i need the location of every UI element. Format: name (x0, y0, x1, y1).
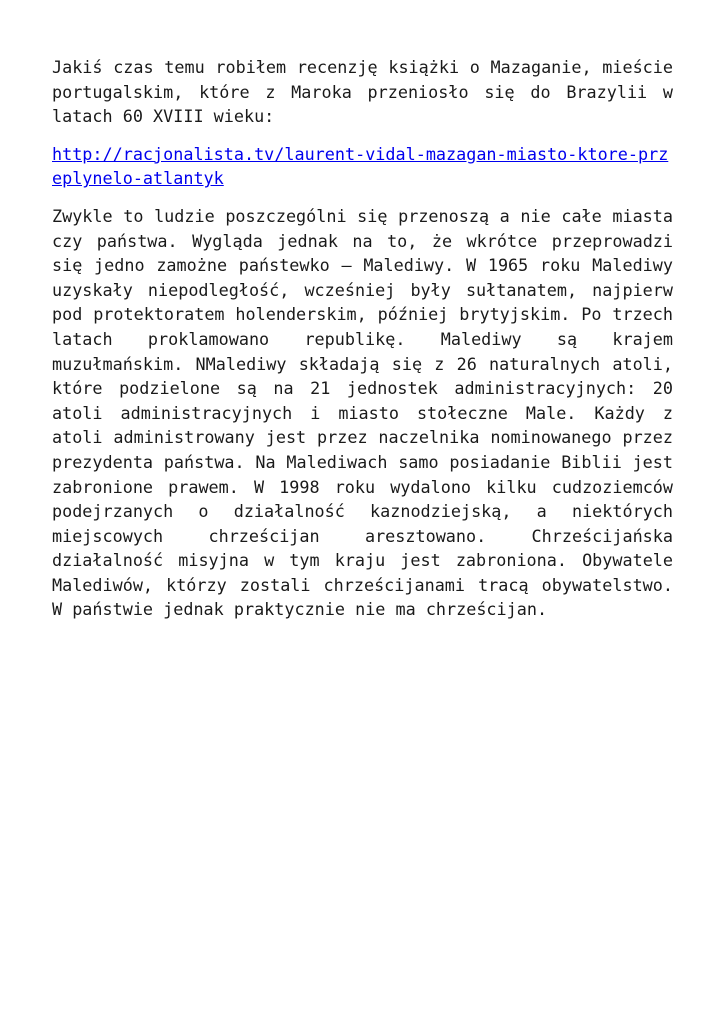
article-link[interactable]: http://racjonalista.tv/laurent-vidal-mazagan-miasto-ktore-przeplynelo-atlantyk (52, 143, 669, 189)
main-paragraph: Zwykle to ludzie poszczególni się przenoszą a nie całe miasta czy państwa. Wygląda jednak na to, że wkrótce przeprowadzi się jedno zamożne państewko – Malediwy. W 1965 roku Malediwy uzyskały niepodległość, wcześniej były sułtanatem, najpierw pod protektoratem holenderskim, później brytyjskim. Po trzech latach proklamowano republikę. Malediwy są krajem muzułmańskim. NMalediwy składają się z 26 naturalnych atoli, które podzielone są na 21 jednostek administracyjnych: 20 atoli administracyjnych i miasto stołeczne Male. Każdy z atoli administrowany jest przez naczelnika nominowanego przez prezydenta państwa. Na Malediwach samo posiadanie Biblii jest zabronione prawem. W 1998 roku wydalono kilku cudzoziemców podejrzanych o działalność kaznodziejską, a niektórych miejscowych chrześcijan aresztowano. Chrześcijańska działalność misyjna w tym kraju jest zabroniona. Obywatele Malediwów, którzy zostali chrześcijanami tracą obywatelstwo. W państwie jednak praktycznie nie ma chrześcijan. (52, 205, 673, 620)
link-paragraph (52, 142, 673, 191)
intro-paragraph: Jakiś czas temu robiłem recenzję książki o Mazaganie, mieście portugalskim, które z Maroka przeniosło się do Brazylii w latach 60 XVIII wieku: (52, 57, 673, 127)
article-body (52, 55, 673, 635)
